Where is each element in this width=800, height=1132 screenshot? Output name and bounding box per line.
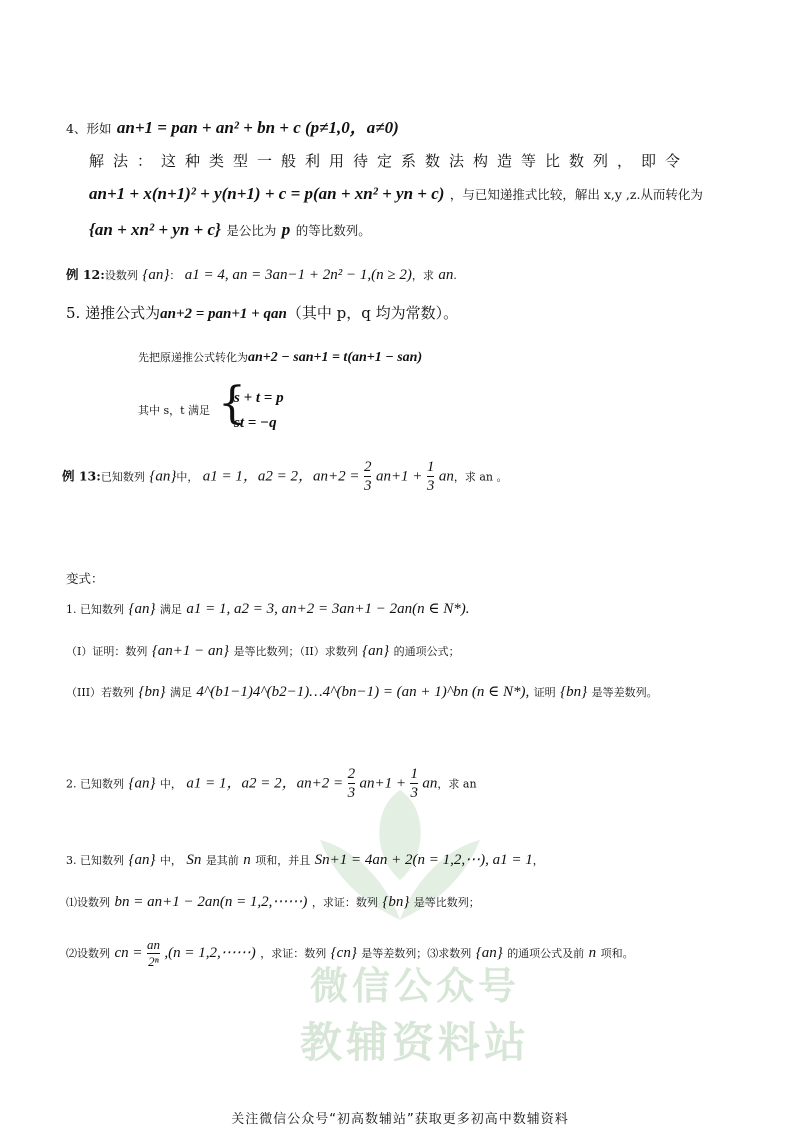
q2-b: 中，	[159, 777, 182, 791]
q1-line3-c: 证明	[533, 686, 556, 699]
section4-method-line2-tail: ，与已知递推式比较，解出 x,y ,z.从而转化为	[449, 187, 703, 202]
q3-line2-a: ⑴设数列	[66, 896, 110, 909]
section5-convert-formula: an+2 − san+1 = t(an+1 − san)	[248, 350, 423, 365]
section5-formula: an+2 = pan+1 + qan	[160, 306, 287, 322]
q3-seq: {an}	[128, 852, 156, 868]
section5-heading	[66, 304, 458, 323]
section4-method-formula: an+1 + x(n+1)² + y(n+1) + c = p(an + xn² + yn + c)	[89, 184, 445, 203]
example13-text: 已知数列	[100, 470, 145, 484]
q3-line1-b: 中，	[159, 854, 182, 867]
example12-seq: {an}	[142, 267, 170, 283]
q2-fraction-1	[348, 765, 356, 802]
system-brace-icon: {	[218, 378, 246, 429]
q1-line3-seq2: {bn}	[560, 684, 588, 700]
q3-formula: Sn+1 = 4an + 2(n = 1,2,⋯), a1 = 1	[314, 852, 533, 868]
q3-line3-d: 的通项公式及前	[507, 947, 585, 961]
variant-q3-line1	[66, 851, 544, 869]
example13-frac2-den: 3	[426, 478, 435, 494]
example12-text-a: 设数列	[104, 269, 138, 282]
example13-formula-a: a1 = 1，a2 = 2，an+2 =	[202, 468, 360, 485]
q1-line2-c: 的通项公式；	[393, 645, 460, 658]
variant-q3-line3	[66, 937, 634, 969]
q3-frac-num: an	[146, 937, 160, 952]
q2-frac1-den: 3	[347, 785, 356, 801]
q1-line3-d: 是等差数列。	[591, 686, 658, 699]
q1-line3-formula: 4^(b1−1)4^(b2−1)…4^(bn−1) = (an + 1)^bn (n ∈ N*),	[196, 684, 530, 700]
q3-n: n	[243, 852, 251, 868]
page-footer: 关注微信公众号“初高数辅站”获取更多初高中数辅资料	[231, 1112, 569, 1127]
q3-line2-c: 是等比数列；	[413, 896, 480, 909]
q3-line3-b: ，求证：数列	[260, 947, 327, 961]
example13-term1: an+1 +	[375, 468, 423, 485]
q3-line3-c: 是等差数列；⑶求数列	[361, 947, 472, 961]
section5-system-eq1: s + t = p	[234, 390, 284, 406]
example13-frac1-den: 3	[363, 478, 372, 494]
section4-heading	[66, 118, 399, 138]
example13-mid: 中，	[176, 470, 199, 484]
q1-line2-b: 是等比数列；（II）求数列	[233, 645, 358, 658]
section5-where-text: 其中 s，t 满足	[138, 404, 211, 417]
q1-line1-b: 满足	[159, 603, 182, 616]
q2-term2: an	[422, 775, 438, 792]
q3-line1-c: 是其前	[205, 854, 239, 867]
example13-tail: ，求 an 。	[453, 470, 508, 484]
q1-line3-b: 满足	[169, 686, 192, 699]
q2-seq: {an}	[128, 775, 156, 792]
example13-frac1-num: 2	[363, 459, 372, 475]
q1-line3-a: （III）若数列	[66, 686, 135, 699]
q1-line3-seq: {bn}	[138, 684, 166, 700]
variant-q1-line1	[66, 600, 469, 618]
q2-a: 2. 已知数列	[66, 777, 124, 791]
q3-line3-seq2: {an}	[475, 945, 503, 962]
section4-method-line3-formula: {an + xn² + yn + c}	[89, 220, 221, 239]
q3-line3-a: ⑵设数列	[66, 947, 110, 961]
section5-convert	[138, 349, 422, 367]
q1-line2-seq: {an+1 − an}	[151, 643, 230, 659]
section4-method-line3-tail-b: 的等比数列。	[295, 223, 371, 238]
q2-frac2-den: 3	[410, 785, 418, 801]
section4-method-line3-p: p	[281, 220, 291, 239]
q3-line2-seq: {bn}	[382, 894, 410, 910]
q1-line1-formula: a1 = 1, a2 = 3, an+2 = 3an+1 − 2an(n ∈ N*).	[186, 601, 470, 617]
q2-term1: an+1 +	[359, 775, 407, 792]
section4-method-line1: 解法：这种类型一般利用待定系数法构造等比数列，即令	[89, 152, 690, 170]
q3-line2-formula: bn = an+1 − 2an(n = 1,2,⋯⋯)	[114, 894, 308, 910]
q1-line1-a: 1. 已知数列	[66, 603, 124, 616]
q3-line1-a: 3. 已知数列	[66, 854, 124, 867]
example13-seq: {an}	[149, 468, 177, 485]
example13-label: 例 13:	[62, 468, 101, 484]
q3-line3-formula: ,(n = 1,2,⋯⋯)	[164, 945, 256, 962]
q3-sn: Sn	[186, 852, 202, 868]
q3-fraction	[147, 937, 160, 969]
q3-line3-cn: cn =	[114, 945, 143, 962]
example13-frac2-num: 1	[426, 459, 435, 475]
example12-text-c: ，求	[411, 269, 434, 282]
example12	[66, 266, 457, 284]
variants-title: 变式：	[66, 571, 104, 586]
q2-frac2-num: 1	[410, 766, 418, 782]
section5-convert-text: 先把原递推公式转化为	[138, 351, 248, 364]
q2-frac1-num: 2	[347, 766, 356, 782]
variant-q1-line2	[66, 642, 460, 660]
q3-frac-den: 2ⁿ	[148, 953, 159, 969]
q3-line3-n: n	[588, 945, 597, 962]
example12-text-b: ：	[169, 269, 181, 282]
example13-term2: an	[438, 468, 454, 485]
q2-fraction-2	[410, 765, 418, 802]
q2-formula: a1 = 1，a2 = 2，an+2 =	[186, 775, 344, 792]
example13-fraction-2	[427, 458, 435, 495]
q3-line3-seq: {cn}	[330, 945, 357, 962]
section4-heading-label: 4、形如	[66, 121, 112, 136]
example13-fraction-1	[364, 458, 372, 495]
section4-method-line3-tail-a: 是公比为	[226, 223, 277, 238]
section4-method-line2	[89, 184, 703, 204]
watermark-text-1: 微信公众号	[310, 964, 521, 1008]
example12-text-d: .	[453, 269, 457, 282]
variant-q3-line2	[66, 893, 480, 911]
q1-line2-seq2: {an}	[362, 643, 390, 659]
example12-target: an	[438, 267, 454, 283]
watermark-text-2: 教辅资料站	[300, 1018, 531, 1067]
q2-tail: ，求 an	[437, 777, 477, 791]
q3-line1-e: ，	[532, 854, 544, 867]
variant-q1-line3	[66, 683, 658, 701]
q1-seq: {an}	[128, 601, 156, 617]
section5-heading-a: 递推公式为	[85, 304, 161, 322]
section5-system-eq2: st = −q	[234, 415, 277, 431]
section4-formula: an+1 = pan + an² + bn + c (p≠1,0，a≠0)	[116, 118, 399, 137]
q3-line2-b: ，求证：数列	[311, 896, 378, 909]
section4-method-line3	[89, 220, 371, 240]
section5-heading-num: 5.	[66, 304, 81, 322]
q1-line2-a: （I）证明：数列	[66, 645, 148, 658]
q3-line3-e: 项和。	[600, 947, 634, 961]
example12-label: 例 12:	[66, 267, 105, 282]
example12-formula: a1 = 4, an = 3an−1 + 2n² − 1,(n ≥ 2)	[184, 267, 412, 283]
example13	[62, 458, 507, 495]
q3-line1-d: 项和，并且	[255, 854, 311, 867]
section5-heading-b: （其中 p，q 均为常数）。	[286, 304, 459, 322]
variant-q2	[66, 765, 477, 802]
